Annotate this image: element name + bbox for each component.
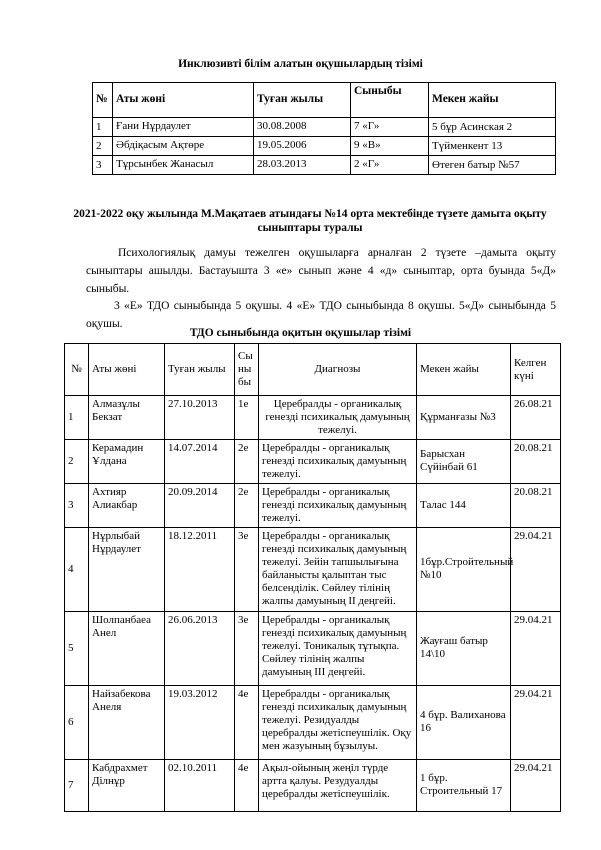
cell-birth: 18.12.2011 bbox=[165, 527, 235, 611]
cell-name: Нұрлыбай Нұрдаулет bbox=[89, 527, 165, 611]
cell-num: 1 bbox=[65, 396, 89, 440]
table-header-row bbox=[93, 83, 556, 118]
cell-address: Түйменкент 13 bbox=[429, 137, 556, 156]
cell-name: Найзабекова Анеля bbox=[89, 685, 165, 759]
cell-num: 3 bbox=[93, 156, 113, 175]
col-header-birth: Туған жылы bbox=[254, 83, 351, 118]
col-header-address: Мекен жайы bbox=[429, 83, 556, 118]
cell-class: 2е bbox=[235, 439, 259, 483]
cell-arrived: 20.08.21 bbox=[511, 439, 561, 483]
tdo-list-title: ТДО сыныбында оқитын оқушылар тізімі bbox=[189, 327, 412, 339]
table-row bbox=[65, 759, 561, 811]
cell-arrived: 29.04.21 bbox=[511, 611, 561, 685]
col-header-birth: Туған жылы bbox=[165, 344, 235, 396]
cell-birth: 26.06.2013 bbox=[165, 611, 235, 685]
cell-class: 2 «Г» bbox=[351, 156, 429, 175]
cell-address: 5 бұр Асинская 2 bbox=[429, 118, 556, 137]
table-row bbox=[93, 156, 556, 175]
cell-diagnosis: Церебралды - органикалық генезді психикалық дамуының тежелуі. Резидуалды церебралды жетіспеушілік. Оқу мен жазуының бұзылуы. bbox=[259, 685, 417, 759]
cell-name: Ғани Нұрдаулет bbox=[113, 118, 254, 137]
paragraph-student-counts: 3 «Е» ТДО сыныбында 5 оқушы. 4 «Е» ТДО сыныбында 8 оқушы. 5«Д» сыныбында 5 оқушы. bbox=[86, 300, 556, 330]
table-row bbox=[93, 118, 556, 137]
cell-class: 3е bbox=[235, 611, 259, 685]
inclusive-list-title: Инклюзивті білім алатын оқушылардың тізімі bbox=[178, 58, 423, 70]
cell-address: Жауғаш батыр 14\10 bbox=[417, 611, 511, 685]
inclusive-students-table bbox=[92, 82, 556, 175]
cell-num: 5 bbox=[65, 611, 89, 685]
table-row bbox=[65, 527, 561, 611]
cell-address: Барысхан Сүйінбай 61 bbox=[417, 439, 511, 483]
cell-class: 1е bbox=[235, 396, 259, 440]
cell-name: Шолпанбаеа Анел bbox=[89, 611, 165, 685]
cell-diagnosis: Ақыл-ойының жеңіл түрде артта қалуы. Резудуалды церебралды жетіспеушілік. bbox=[259, 759, 417, 811]
cell-arrived: 29.04.21 bbox=[511, 759, 561, 811]
cell-birth: 27.10.2013 bbox=[165, 396, 235, 440]
cell-arrived: 20.08.21 bbox=[511, 483, 561, 527]
cell-diagnosis: Церебралды - органикалық генезді психикалық дамуының тежелуі. Тоникалық тұтықпа. Сөйлеу тілінің жалпы дамуының ІІІ деңгейі. bbox=[259, 611, 417, 685]
col-header-name: Аты жөні bbox=[89, 344, 165, 396]
cell-birth: 20.09.2014 bbox=[165, 483, 235, 527]
cell-diagnosis: Церебралды - органикалық генезді психикалық дамуының тежелуі. bbox=[259, 439, 417, 483]
cell-num: 2 bbox=[65, 439, 89, 483]
cell-birth: 30.08.2008 bbox=[254, 118, 351, 137]
cell-arrived: 26.08.21 bbox=[511, 396, 561, 440]
cell-address: Талас 144 bbox=[417, 483, 511, 527]
table-row bbox=[93, 137, 556, 156]
table-row bbox=[65, 611, 561, 685]
cell-birth: 02.10.2011 bbox=[165, 759, 235, 811]
cell-class: 7 «Г» bbox=[351, 118, 429, 137]
table-header-row bbox=[65, 344, 561, 396]
correctional-classes-title: 2021-2022 оқу жылында М.Мақатаев атындағы №14 орта мектебінде түзете дамыта оқыту сыныптары туралы bbox=[73, 208, 547, 235]
cell-class: 9 «В» bbox=[351, 137, 429, 156]
cell-birth: 19.05.2006 bbox=[254, 137, 351, 156]
table-row bbox=[65, 396, 561, 440]
table-row bbox=[65, 439, 561, 483]
cell-num: 1 bbox=[93, 118, 113, 137]
cell-num: 7 bbox=[65, 759, 89, 811]
cell-class: 4е bbox=[235, 685, 259, 759]
cell-num: 6 bbox=[65, 685, 89, 759]
cell-arrived: 29.04.21 bbox=[511, 527, 561, 611]
paragraph-classes-opened: Психологиялық дамуы тежелген оқушыларға арналған 2 түзете –дамыта оқыту сыныптары ашылды. Бастауышта 3 «е» сынып және 4 «д» сыныптар, орта буында 5«Д» сыныбы. bbox=[86, 247, 556, 295]
cell-birth: 28.03.2013 bbox=[254, 156, 351, 175]
cell-name: Ахтияр Алиакбар bbox=[89, 483, 165, 527]
col-header-num: № bbox=[93, 83, 113, 118]
table-row bbox=[65, 685, 561, 759]
col-header-class: Сыныбы bbox=[351, 83, 429, 118]
cell-class: 4е bbox=[235, 759, 259, 811]
cell-address: Құрманғазы №3 bbox=[417, 396, 511, 440]
col-header-name: Аты жөні bbox=[113, 83, 254, 118]
col-header-class: Сыныбы bbox=[235, 344, 259, 396]
cell-arrived: 29.04.21 bbox=[511, 685, 561, 759]
cell-address: 4 бұр. Валиханова 16 bbox=[417, 685, 511, 759]
cell-name: Әбдіқасым Ақтөре bbox=[113, 137, 254, 156]
cell-address: 1 бұр. Строительный 17 bbox=[417, 759, 511, 811]
cell-name: Тұрсынбек Жанасыл bbox=[113, 156, 254, 175]
col-header-num: № bbox=[65, 344, 89, 396]
cell-diagnosis: Церебралды - органикалық генезді психикалық дамуының тежелуі. bbox=[259, 483, 417, 527]
cell-name: Алмазұлы Бекзат bbox=[89, 396, 165, 440]
table-row bbox=[65, 483, 561, 527]
cell-birth: 14.07.2014 bbox=[165, 439, 235, 483]
cell-address: Өтеген батыр №57 bbox=[429, 156, 556, 175]
cell-birth: 19.03.2012 bbox=[165, 685, 235, 759]
cell-name: Керамадин Ұлдана bbox=[89, 439, 165, 483]
cell-diagnosis: Церебралды - органикалық генезді психикалық дамуының тежелуі. bbox=[259, 396, 417, 440]
col-header-arrived: Келген күні bbox=[511, 344, 561, 396]
col-header-diagnosis: Диагнозы bbox=[259, 344, 417, 396]
cell-diagnosis: Церебралды - органикалық генезді психикалық дамуының тежелуі. Зейін тапшылығына байланысты қалыптан тыс белсенділік. Сөйлеу тілінің жалпы дамуының ІІ деңгейі. bbox=[259, 527, 417, 611]
cell-num: 3 bbox=[65, 483, 89, 527]
tdo-students-table bbox=[64, 343, 561, 812]
cell-name: Кабдрахмет Ділнұр bbox=[89, 759, 165, 811]
cell-num: 4 bbox=[65, 527, 89, 611]
cell-num: 2 bbox=[93, 137, 113, 156]
cell-class: 3е bbox=[235, 527, 259, 611]
col-header-address: Мекен жайы bbox=[417, 344, 511, 396]
cell-address: 1бұр.Стройтельный №10 bbox=[417, 527, 511, 611]
cell-class: 2е bbox=[235, 483, 259, 527]
